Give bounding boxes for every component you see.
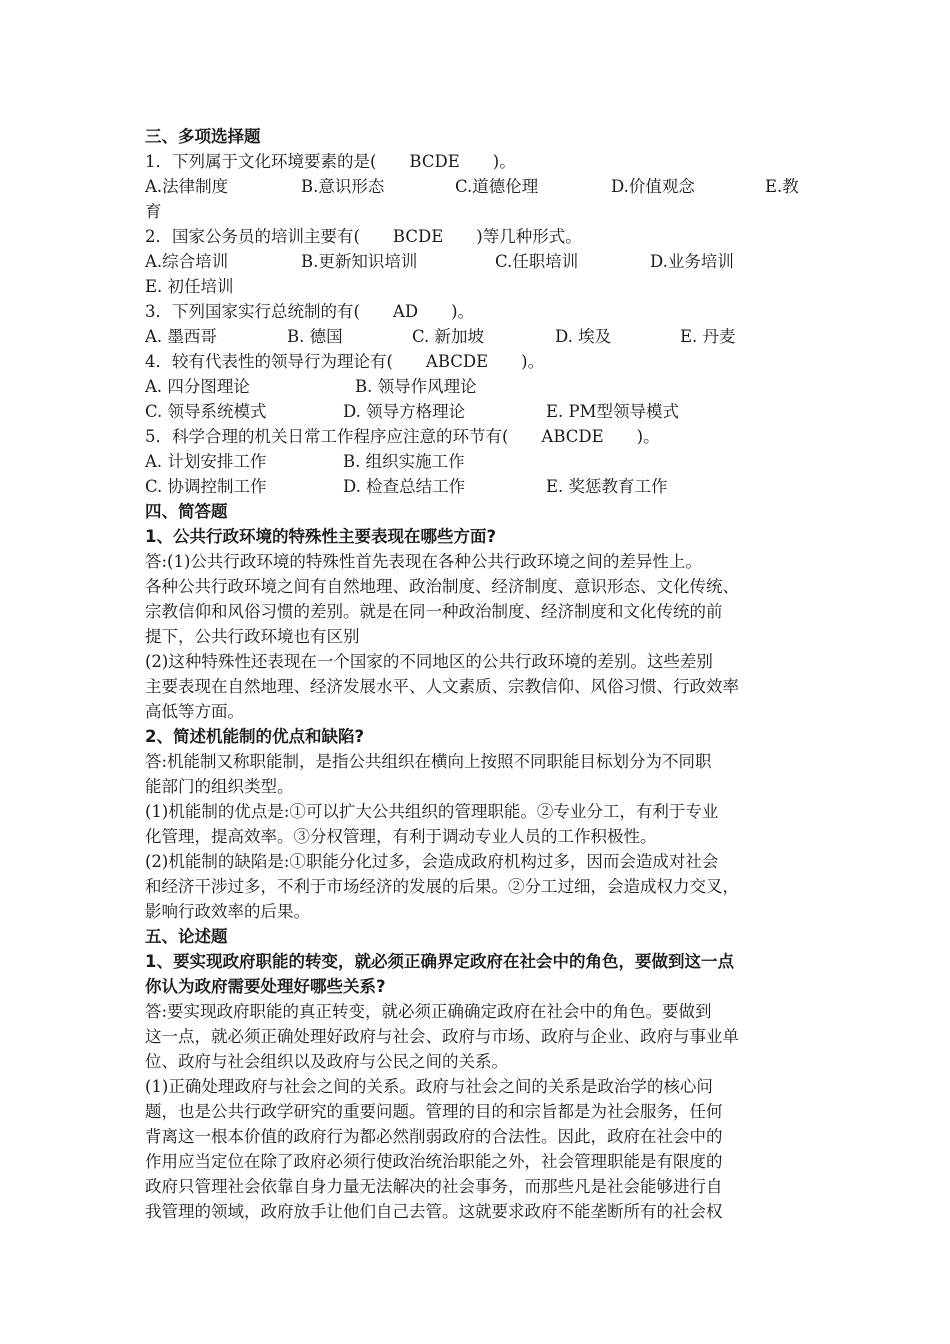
answer-line: 提下，公共行政环境也有区别 [145, 627, 360, 646]
question-title: 2、简述机能制的优点和缺陷? [145, 727, 365, 746]
options-row [145, 449, 815, 474]
answer-line: 高低等方面。 [145, 702, 244, 721]
answer-line: 作用应当定位在除了政府必须行使政治统治职能之外，社会管理职能是有限度的 [145, 1152, 723, 1171]
option-c: C.道德伦理 [455, 177, 539, 196]
question-title: 1、要实现政府职能的转变，就必须正确界定政府在社会中的角色，要做到这一点 [145, 952, 734, 971]
option-b: B. 组织实施工作 [343, 452, 465, 471]
options-row [145, 474, 815, 499]
answer-line: (1)机能制的优点是:①可以扩大公共组织的管理职能。②专业分工，有利于专业 [145, 802, 719, 821]
question-stem: 4．较有代表性的领导行为理论有( ABCDE )。 [145, 352, 545, 371]
answer-line: 背离这一根本价值的政府行为都必然削弱政府的合法性。因此，政府在社会中的 [145, 1127, 723, 1146]
option-e: E. 奖惩教育工作 [546, 477, 668, 496]
question-stem: 1．下列属于文化环境要素的是( BCDE )。 [145, 152, 516, 171]
section-heading-short-answer: 四、简答题 [145, 502, 228, 521]
answer-line: 影响行政效率的后果。 [145, 902, 310, 921]
answer-line: 宗教信仰和风俗习惯的差别。就是在同一种政治制度、经济制度和文化传统的前 [145, 602, 723, 621]
option-b: B.更新知识培训 [301, 252, 418, 271]
answer-line: 政府只管理社会依靠自身力量无法解决的社会事务，而那些凡是社会能够进行自 [145, 1177, 723, 1196]
option-b: B.意识形态 [301, 177, 385, 196]
answer-line: 各种公共行政环境之间有自然地理、政治制度、经济制度、意识形态、文化传统、 [145, 577, 739, 596]
option-c: C. 领导系统模式 [145, 402, 267, 421]
option-b: B. 领导作风理论 [355, 377, 477, 396]
question-stem: 2．国家公务员的培训主要有( BCDE )等几种形式。 [145, 227, 582, 246]
answer-line: 题，也是公共行政学研究的重要问题。管理的目的和宗旨都是为社会服务，任何 [145, 1102, 723, 1121]
answer-line: 答:(1)公共行政环境的特殊性首先表现在各种公共行政环境之间的差异性上。 [145, 552, 702, 571]
answer-line: 我管理的领域，政府放手让他们自己去管。这就要求政府不能垄断所有的社会权 [145, 1202, 723, 1221]
option-wrap: 育 [145, 202, 162, 221]
answer-line: 和经济干涉过多，不利于市场经济的发展的后果。②分工过细，会造成权力交叉， [145, 877, 739, 896]
answer-line: (1)正确处理政府与社会之间的关系。政府与社会之间的关系是政治学的核心问 [145, 1077, 713, 1096]
option-d: D. 埃及 [555, 327, 612, 346]
option-e: E. 初任培训 [145, 277, 234, 296]
answer-line: 主要表现在自然地理、经济发展水平、人文素质、宗教信仰、风俗习惯、行政效率 [145, 677, 739, 696]
section-heading-essay: 五、论述题 [145, 927, 228, 946]
option-c: C.任职培训 [495, 252, 579, 271]
option-d: D.价值观念 [611, 177, 695, 196]
option-d: D. 检查总结工作 [343, 477, 466, 496]
option-a: A. 计划安排工作 [145, 452, 267, 471]
answer-line: (2)这种特殊性还表现在一个国家的不同地区的公共行政环境的差别。这些差别 [145, 652, 713, 671]
options-row [145, 399, 815, 424]
question-title-cont: 你认为政府需要处理好哪些关系? [145, 977, 386, 996]
answer-line: 答:要实现政府职能的真正转变，就必须正确确定政府在社会中的角色。要做到 [145, 1002, 712, 1021]
options-row [145, 174, 815, 199]
answer-line: 答:机能制又称职能制，是指公共组织在横向上按照不同职能目标划分为不同职 [145, 752, 712, 771]
option-a: A.综合培训 [145, 252, 229, 271]
option-e: E. PM型领导模式 [546, 402, 680, 421]
option-e: E. 丹麦 [680, 327, 736, 346]
option-a: A.法律制度 [145, 177, 229, 196]
option-a: A. 墨西哥 [145, 327, 217, 346]
option-d: D.业务培训 [650, 252, 734, 271]
section-heading-multiple-choice: 三、多项选择题 [145, 127, 261, 146]
question-stem: 5．科学合理的机关日常工作程序应注意的环节有( ABCDE )。 [145, 427, 660, 446]
option-d: D. 领导方格理论 [343, 402, 466, 421]
options-row [145, 249, 815, 274]
answer-line: 能部门的组织类型。 [145, 777, 294, 796]
answer-line: 位、政府与社会组织以及政府与公民之间的关系。 [145, 1052, 508, 1071]
question-stem: 3．下列国家实行总统制的有( AD )。 [145, 302, 475, 321]
option-b: B. 德国 [287, 327, 343, 346]
option-c: C. 协调控制工作 [145, 477, 267, 496]
option-c: C. 新加坡 [412, 327, 485, 346]
question-title: 1、公共行政环境的特殊性主要表现在哪些方面? [145, 527, 497, 546]
document-page [145, 124, 815, 1224]
option-e: E.教 [765, 177, 799, 196]
answer-line: 这一点，就必须正确处理好政府与社会、政府与市场、政府与企业、政府与事业单 [145, 1027, 739, 1046]
answer-line: 化管理，提高效率。③分权管理，有利于调动专业人员的工作积极性。 [145, 827, 657, 846]
options-row [145, 374, 815, 399]
options-row [145, 324, 815, 349]
answer-line: (2)机能制的缺陷是:①职能分化过多，会造成政府机构过多，因而会造成对社会 [145, 852, 719, 871]
option-a: A. 四分图理论 [145, 377, 250, 396]
